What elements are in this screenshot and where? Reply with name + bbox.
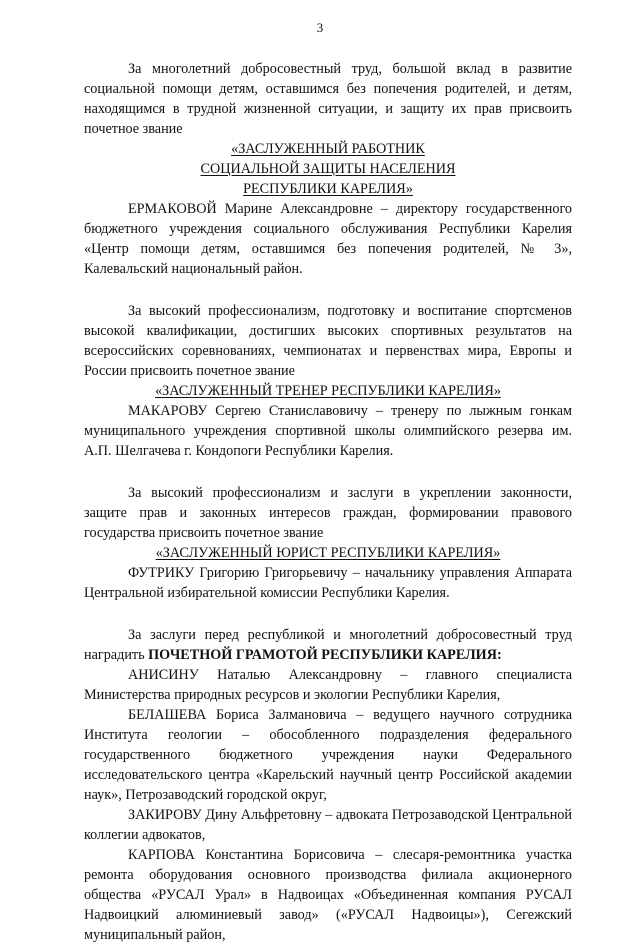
award-name: ПОЧЕТНОЙ ГРАМОТОЙ РЕСПУБЛИКИ КАРЕЛИЯ: (148, 647, 502, 663)
recipient-entry: ФУТРИКУ Григорию Григорьевичу – начальнику управления Аппарата Центральной избирательной комиссии Республики Карелия. (84, 565, 572, 601)
recipient-entry: ЗАКИРОВУ Дину Альфретовну – адвоката Петрозаводской Центральной коллегии адвокатов, (84, 807, 572, 843)
recipient-entry: КАРПОВА Константина Борисовича – слесаря-ремонтника участка ремонта оборудования основного производства филиала акционерного общества «РУСАЛ Урал» в Надвоицах «Объединенная компания РУСАЛ Надвоицкий алюминиевый завод» («РУСАЛ Надвоицы»), Сегежский муниципальный район, (84, 847, 572, 943)
recipient-entry: БЕЛАШЕВА Бориса Залмановича – ведущего научного сотрудника Института геологии – обособленного подразделения федерального государственного бюджетного учреждения науки Федерального исследовательского центра «Карельский научный центр Российской академии наук», Петрозаводский городской округ, (84, 707, 572, 803)
award-intro-text: За заслуги перед республикой и многолетний добросовестный труд наградить (84, 627, 572, 663)
honorary-title: «ЗАСЛУЖЕННЫЙ ТРЕНЕР РЕСПУБЛИКИ КАРЕЛИЯ» (155, 383, 501, 399)
honorary-title: «ЗАСЛУЖЕННЫЙ РАБОТНИК (231, 141, 425, 157)
recipient-entry: МАКАРОВУ Сергею Станиславовичу – тренеру по лыжным гонкам муниципального учреждения спортивной школы олимпийского резерва им. А.П. Шелгачева г. Кондопоги Республики Карелия. (84, 403, 572, 459)
honorary-title: СОЦИАЛЬНОЙ ЗАЩИТЫ НАСЕЛЕНИЯ (200, 161, 456, 177)
page-number: 3 (316, 20, 324, 35)
document-body (84, 59, 572, 945)
section-intro: За многолетний добросовестный труд, большой вклад в развитие социальной помощи детям, оставшимся без попечения родителей, и детям, находящимся в трудной жизненной ситуации, и защиту их прав присвоить почетное звание (84, 61, 572, 137)
award-intro (84, 625, 572, 665)
recipient-entry: АНИСИНУ Наталью Александровну – главного специалиста Министерства природных ресурсов и экологии Республики Карелия, (84, 667, 572, 703)
section-intro: За высокий профессионализм, подготовку и воспитание спортсменов высокой квалификации, достигших высоких спортивных результатов на всероссийских соревнованиях, чемпионатах и первенствах мира, Европы и России присвоить почетное звание (84, 303, 572, 379)
honorary-title: «ЗАСЛУЖЕННЫЙ ЮРИСТ РЕСПУБЛИКИ КАРЕЛИЯ» (155, 545, 501, 561)
section-intro: За высокий профессионализм и заслуги в укреплении законности, защите прав и законных интересов граждан, формировании правового государства присвоить почетное звание (84, 485, 572, 541)
honorary-title: РЕСПУБЛИКИ КАРЕЛИЯ» (243, 181, 413, 197)
recipient-entry: ЕРМАКОВОЙ Марине Александровне – директору государственного бюджетного учреждения социального обслуживания Республики Карелия «Центр помощи детям, оставшимся без попечения родителей, № 3», Калевальский национальный район. (84, 201, 572, 277)
